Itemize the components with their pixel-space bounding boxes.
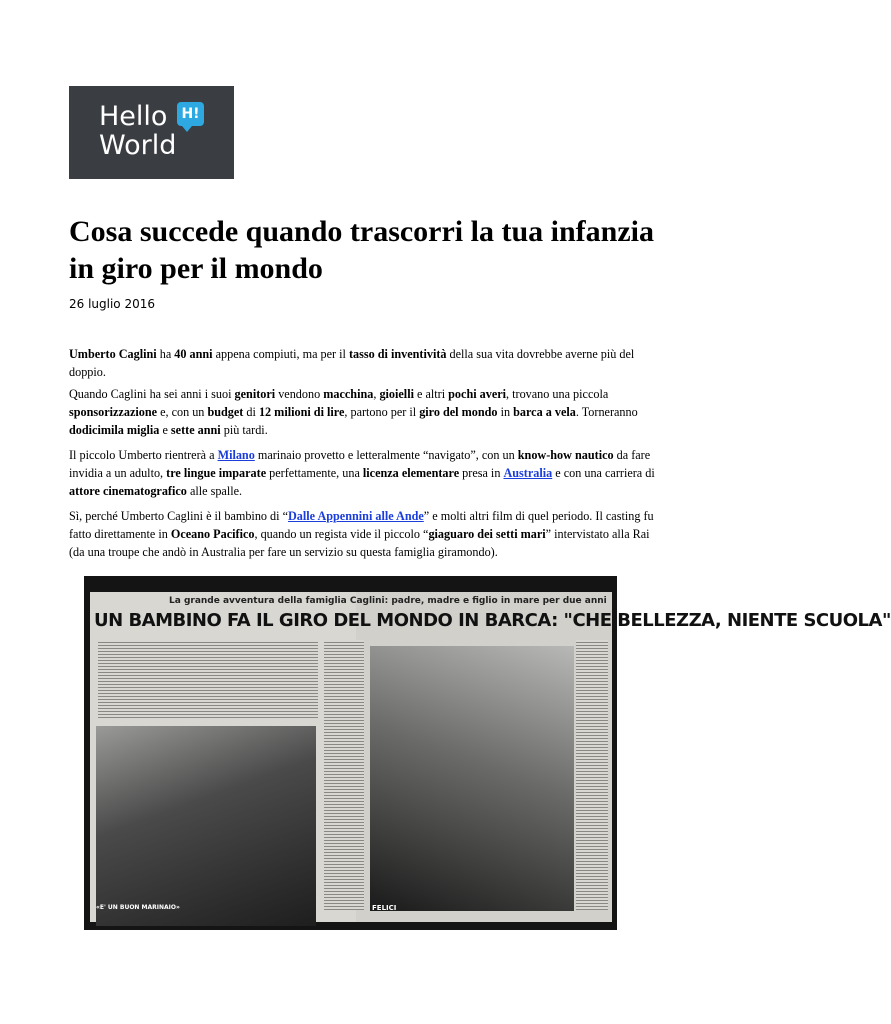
- paragraph-3: Il piccolo Umberto rientrerà a Milano marinaio provetto e letteralmente “navigato”, con un know-how nautico da fare invidia a un adulto, tre lingue imparate perfettamente, una licenza elementare presa in Australia e con una carriera di attore cinematografico alle spalle.: [69, 448, 655, 498]
- logo-badge: H!: [177, 102, 204, 126]
- clipping-headline: UN BAMBINO FA IL GIRO DEL MONDO IN BARCA: "CHE BELLEZZA, NIENTE SCUOLA": [94, 610, 891, 631]
- article-date: 26 luglio 2016: [69, 297, 156, 311]
- paragraph-1: Umberto Caglini ha 40 anni appena compiuti, ma per il tasso di inventività della sua vita dovrebbe averne più del doppio.: [69, 347, 635, 379]
- clipping-caption-right: FELICI: [372, 904, 397, 912]
- hello-world-logo[interactable]: [69, 86, 234, 179]
- clipping-text-block: [98, 640, 318, 718]
- logo-text-hello: Hello: [99, 101, 168, 132]
- clipping-header: La grande avventura della famiglia Caglini: padre, madre e figlio in mare per due anni: [169, 596, 607, 606]
- clipping-caption-left: «E' UN BUON MARINAIO»: [96, 904, 180, 911]
- newspaper-clipping-photo: [84, 576, 891, 930]
- paragraph-2: Quando Caglini ha sei anni i suoi genitori vendono macchina, gioielli e altri pochi averi, trovano una piccola sponsorizzazione e, con un budget di 12 milioni di lire, partono per il giro del mondo in barca a vela. Torneranno dodicimila miglia e sette anni più tardi.: [69, 387, 638, 437]
- link-australia[interactable]: Australia: [503, 466, 553, 480]
- clipping-text-column: [324, 640, 364, 910]
- clipping-text-column: [576, 640, 608, 910]
- clipping-boy-photo: [96, 726, 316, 926]
- article-title: Cosa succede quando trascorri la tua infanzia in giro per il mondo: [69, 215, 654, 285]
- link-milano[interactable]: Milano: [217, 448, 255, 462]
- link-dalle-appennini-alle-ande[interactable]: Dalle Appennini alle Ande: [288, 509, 424, 523]
- paragraph-4: Sì, perché Umberto Caglini è il bambino di “Dalle Appennini alle Ande” e molti altri film di quel periodo. Il casting fu fatto direttamente in Oceano Pacifico, quando un regista vide il piccolo “giaguaro dei setti mari” intervistato alla Rai (da una troupe che andò in Australia per fare un servizio su questa famiglia giramondo).: [69, 509, 654, 559]
- logo-text-world: World: [99, 130, 177, 161]
- clipping-family-photo: [370, 646, 574, 911]
